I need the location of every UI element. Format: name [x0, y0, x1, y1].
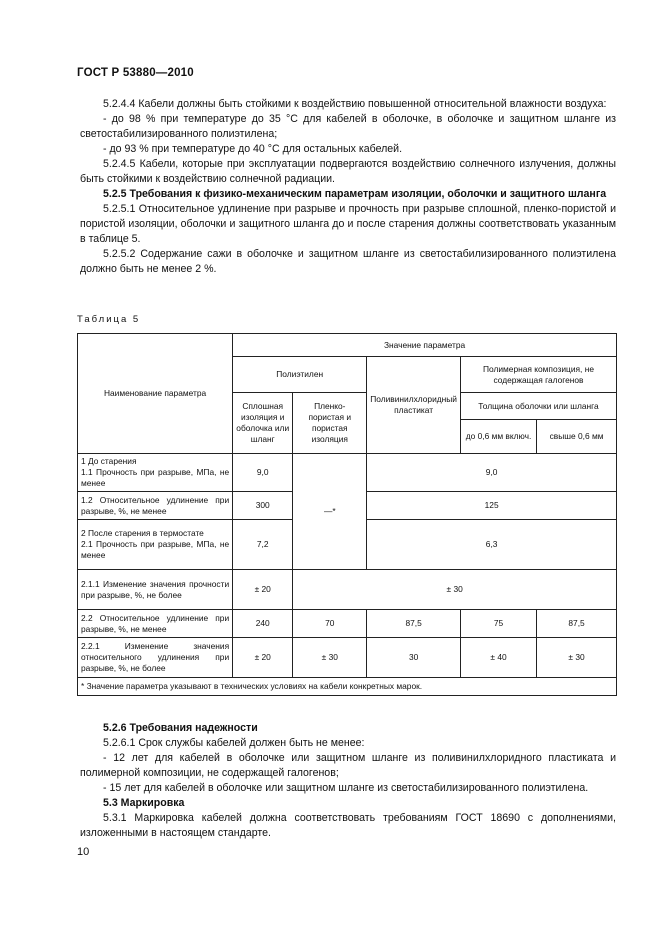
header-pvc: Поливинилхлоридный пластикат	[367, 357, 461, 454]
header-polyethylene: Полиэтилен	[233, 357, 367, 393]
header-solid: Сплошная изоляция и оболочка или шланг	[233, 393, 293, 454]
paragraph-5-2-5-1: 5.2.5.1 Относительное удлинение при разрыве и прочность при разрыве сплошной, пленко-пористой и пористой изоляции, оболочки и защитного шланга до и после старения должны соответствовать указанным в таблице 5.	[80, 203, 616, 245]
cell-2-2-solid: 240	[233, 610, 293, 638]
row-name-2-1-1: 2.1.1 Изменение значения прочности при разрыве, %, не более	[78, 570, 233, 610]
cell-1-1-solid: 9,0	[233, 454, 293, 492]
paragraph-humidity-98: - до 98 % при температуре до 35 °С для кабелей в оболочке, в оболочке и защитном шланге из светостабилизированного полиэтилена;	[80, 113, 616, 140]
cell-foam-merged: —*	[293, 454, 367, 570]
paragraph-5-2-4-5: 5.2.4.5 Кабели, которые при эксплуатации подвергаются воздействию солнечного излучения, должны быть стойкими к воздействию солнечной радиации.	[80, 158, 616, 185]
paragraph-5-2-6-1: 5.2.6.1 Срок службы кабелей должен быть не менее:	[103, 737, 365, 749]
cell-2-1-solid: 7,2	[233, 520, 293, 570]
cell-2-1-rest: 6,3	[367, 520, 617, 570]
row-name-1-2: 1.2 Относительное удлинение при разрыве, %, не менее	[78, 492, 233, 520]
paragraph-15-years: - 15 лет для кабелей в оболочке или защитном шланге из светостабилизированного полиэтилена.	[103, 782, 589, 794]
body-text-bottom	[80, 721, 616, 841]
row-name-2-2: 2.2 Относительное удлинение при разрыве, %, не менее	[78, 610, 233, 638]
row-name-1-1: 1 До старения 1.1 Прочность при разрыве, МПа, не менее	[78, 454, 233, 492]
header-over: свыше 0,6 мм	[537, 420, 617, 454]
header-thickness: Толщина оболочки или шланга	[460, 393, 616, 420]
cell-2-1-1-solid: ± 20	[233, 570, 293, 610]
cell-2-2-1-foam: ± 30	[293, 638, 367, 678]
paragraph-5-3-1: 5.3.1 Маркировка кабелей должна соответствовать требованиям ГОСТ 18690 с дополнениями, изложенными в настоящем стандарте.	[80, 812, 616, 839]
section-heading-5-3: 5.3 Маркировка	[103, 797, 185, 809]
header-polymer: Полимерная композиция, не содержащая галогенов	[460, 357, 616, 393]
page-number: 10	[77, 846, 90, 858]
cell-2-2-1-upto: ± 40	[460, 638, 536, 678]
cell-2-2-over: 87,5	[537, 610, 617, 638]
header-foam: Пленко-пористая и пористая изоляция	[293, 393, 367, 454]
cell-2-1-1-rest: ± 30	[293, 570, 617, 610]
cell-1-1-rest: 9,0	[367, 454, 617, 492]
paragraph-12-years: - 12 лет для кабелей в оболочке или защитном шланге из поливинилхлоридного пластиката и полимерной композиции, не содержащей галогенов;	[80, 752, 616, 779]
table-footnote: * Значение параметра указывают в технических условиях на кабели конкретных марок.	[78, 678, 617, 696]
document-header: ГОСТ Р 53880—2010	[77, 67, 194, 79]
header-param-value: Значение параметра	[233, 334, 617, 357]
row-name-2-2-1: 2.2.1 Изменение значения относительного удлинения при разрыве, %, не более	[78, 638, 233, 678]
cell-2-2-1-solid: ± 20	[233, 638, 293, 678]
body-text-top	[80, 97, 616, 277]
table-5	[77, 333, 617, 696]
cell-1-2-solid: 300	[233, 492, 293, 520]
section-heading-5-2-5: 5.2.5 Требования к физико-механическим параметрам изоляции, оболочки и защитного шланга	[103, 188, 607, 200]
section-heading-5-2-6: 5.2.6 Требования надежности	[103, 722, 258, 734]
paragraph-humidity-93: - до 93 % при температуре до 40 °С для остальных кабелей.	[103, 143, 403, 155]
paragraph-5-2-5-2: 5.2.5.2 Содержание сажи в оболочке и защитном шланге из светостабилизированного полиэтилена должно быть не менее 2 %.	[80, 248, 616, 275]
header-upto: до 0,6 мм включ.	[460, 420, 536, 454]
cell-2-2-1-over: ± 30	[537, 638, 617, 678]
cell-2-2-foam: 70	[293, 610, 367, 638]
cell-2-2-pvc: 87,5	[367, 610, 461, 638]
row-name-2-1: 2 После старения в термостате 2.1 Прочность при разрыве, МПа, не менее	[78, 520, 233, 570]
header-param-name: Наименование параметра	[78, 334, 233, 454]
cell-2-2-upto: 75	[460, 610, 536, 638]
table-caption: Таблица 5	[77, 314, 141, 325]
paragraph-5-2-4-4: 5.2.4.4 Кабели должны быть стойкими к воздействию повышенной относительной влажности воздуха:	[103, 98, 607, 110]
cell-1-2-rest: 125	[367, 492, 617, 520]
cell-2-2-1-pvc: 30	[367, 638, 461, 678]
